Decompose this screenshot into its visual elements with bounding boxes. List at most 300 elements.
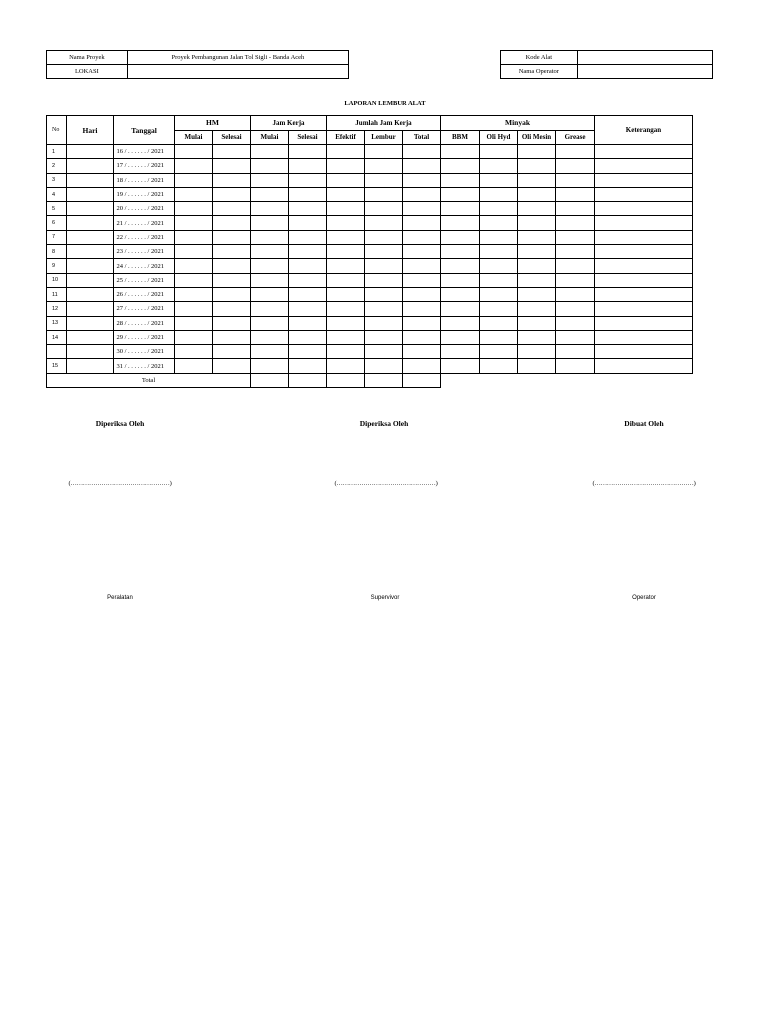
entry-cell[interactable] [175, 230, 213, 244]
subheader-oli-mesin: Oli Mesin [518, 130, 556, 145]
entry-cell[interactable] [403, 330, 441, 344]
entry-cell[interactable] [327, 302, 365, 316]
group-header-hm: HM [175, 116, 251, 131]
entry-cell[interactable] [251, 216, 289, 230]
entry-cell[interactable] [403, 359, 441, 373]
entry-cell[interactable] [289, 145, 327, 159]
entry-cell[interactable] [365, 273, 403, 287]
table-row [47, 345, 693, 359]
entry-cell[interactable] [213, 330, 251, 344]
date-cell: 30 / . . . . . . / 2021 [114, 345, 175, 359]
entry-cell[interactable] [251, 345, 289, 359]
subheader-hm-finish: Selesai [213, 130, 251, 145]
entry-cell[interactable] [213, 230, 251, 244]
entry-cell[interactable] [175, 345, 213, 359]
entry-cell[interactable] [327, 230, 365, 244]
date-cell: 23 / . . . . . . / 2021 [114, 245, 175, 259]
entry-cell[interactable] [403, 187, 441, 201]
row-number: 8 [47, 245, 67, 259]
signature-line-supervisor: (…………………………………………) [334, 480, 438, 487]
entry-cell[interactable] [251, 330, 289, 344]
entry-cell[interactable] [365, 187, 403, 201]
entry-cell[interactable] [289, 202, 327, 216]
entry-cell[interactable] [595, 359, 693, 373]
date-cell: 24 / . . . . . . / 2021 [114, 259, 175, 273]
entry-cell[interactable] [556, 187, 595, 201]
entry-cell[interactable] [365, 159, 403, 173]
row-number: 7 [47, 230, 67, 244]
entry-cell[interactable] [175, 216, 213, 230]
entry-cell[interactable] [327, 187, 365, 201]
entry-cell[interactable] [289, 316, 327, 330]
table-row [47, 316, 693, 330]
entry-cell[interactable] [175, 287, 213, 301]
empty-cell [441, 373, 480, 387]
entry-cell[interactable] [595, 216, 693, 230]
table-row [47, 259, 693, 273]
day-cell[interactable] [67, 230, 114, 244]
signature-heading-equipment: Diperiksa Oleh [95, 419, 145, 428]
entry-cell[interactable] [441, 259, 480, 273]
column-header-date: Tanggal [114, 116, 175, 145]
entry-cell[interactable] [595, 316, 693, 330]
entry-cell[interactable] [518, 245, 556, 259]
operator-name-value [577, 65, 712, 79]
entry-cell[interactable] [213, 345, 251, 359]
date-cell: 28 / . . . . . . / 2021 [114, 316, 175, 330]
location-label: LOKASI [47, 65, 128, 79]
signature-role-supervisor: Supervivor [370, 595, 400, 601]
entry-cell[interactable] [251, 245, 289, 259]
entry-cell[interactable] [365, 216, 403, 230]
tool-code-value [577, 51, 712, 65]
entry-cell[interactable] [365, 202, 403, 216]
entry-cell[interactable] [595, 302, 693, 316]
entry-cell[interactable] [441, 216, 480, 230]
entry-cell[interactable] [365, 259, 403, 273]
group-header-total-hours: Jumlah Jam Kerja [327, 116, 441, 131]
entry-cell[interactable] [327, 287, 365, 301]
total-cell[interactable] [289, 373, 327, 387]
entry-cell[interactable] [441, 287, 480, 301]
entry-cell[interactable] [213, 173, 251, 187]
entry-cell[interactable] [403, 173, 441, 187]
empty-cell [480, 373, 518, 387]
signature-line-operator: (…………………………………………) [592, 480, 696, 487]
subheader-work-finish: Selesai [289, 130, 327, 145]
entry-cell[interactable] [403, 345, 441, 359]
entry-cell[interactable] [403, 287, 441, 301]
entry-cell[interactable] [213, 302, 251, 316]
entry-cell[interactable] [441, 316, 480, 330]
entry-cell[interactable] [213, 145, 251, 159]
entry-cell[interactable] [441, 302, 480, 316]
entry-cell[interactable] [251, 287, 289, 301]
date-cell: 25 / . . . . . . / 2021 [114, 273, 175, 287]
entry-cell[interactable] [556, 159, 595, 173]
entry-cell[interactable] [213, 245, 251, 259]
overtime-table-body [47, 145, 693, 374]
entry-cell[interactable] [595, 287, 693, 301]
entry-cell[interactable] [556, 330, 595, 344]
row-number: 4 [47, 187, 67, 201]
entry-cell[interactable] [403, 202, 441, 216]
entry-cell[interactable] [251, 302, 289, 316]
entry-cell[interactable] [327, 145, 365, 159]
entry-cell[interactable] [518, 302, 556, 316]
entry-cell[interactable] [595, 345, 693, 359]
table-row [47, 202, 693, 216]
column-header-day: Hari [67, 116, 114, 145]
entry-cell[interactable] [327, 202, 365, 216]
entry-cell[interactable] [289, 287, 327, 301]
day-cell[interactable] [67, 330, 114, 344]
signature-heading-supervisor: Diperiksa Oleh [359, 419, 409, 428]
entry-cell[interactable] [403, 159, 441, 173]
entry-cell[interactable] [480, 216, 518, 230]
subheader-grease: Grease [556, 130, 595, 145]
entry-cell[interactable] [289, 273, 327, 287]
entry-cell[interactable] [556, 230, 595, 244]
entry-cell[interactable] [289, 187, 327, 201]
entry-cell[interactable] [327, 345, 365, 359]
entry-cell[interactable] [365, 145, 403, 159]
day-cell[interactable] [67, 273, 114, 287]
entry-cell[interactable] [480, 273, 518, 287]
overtime-table [46, 115, 693, 388]
entry-cell[interactable] [480, 202, 518, 216]
table-row [47, 287, 693, 301]
entry-cell[interactable] [556, 273, 595, 287]
entry-cell[interactable] [518, 359, 556, 373]
entry-cell[interactable] [365, 330, 403, 344]
entry-cell[interactable] [403, 245, 441, 259]
entry-cell[interactable] [213, 287, 251, 301]
entry-cell[interactable] [518, 145, 556, 159]
entry-cell[interactable] [175, 202, 213, 216]
entry-cell[interactable] [213, 359, 251, 373]
date-cell: 22 / . . . . . . / 2021 [114, 230, 175, 244]
entry-cell[interactable] [518, 345, 556, 359]
entry-cell[interactable] [327, 359, 365, 373]
table-row [47, 187, 693, 201]
entry-cell[interactable] [251, 145, 289, 159]
entry-cell[interactable] [251, 187, 289, 201]
entry-cell[interactable] [441, 273, 480, 287]
day-cell[interactable] [67, 173, 114, 187]
entry-cell[interactable] [175, 316, 213, 330]
entry-cell[interactable] [595, 202, 693, 216]
entry-cell[interactable] [595, 230, 693, 244]
day-cell[interactable] [67, 216, 114, 230]
row-number: 1 [47, 145, 67, 159]
entry-cell[interactable] [251, 273, 289, 287]
entry-cell[interactable] [595, 173, 693, 187]
entry-cell[interactable] [213, 159, 251, 173]
row-number: 3 [47, 173, 67, 187]
entry-cell[interactable] [251, 173, 289, 187]
entry-cell[interactable] [365, 302, 403, 316]
entry-cell[interactable] [480, 245, 518, 259]
entry-cell[interactable] [441, 359, 480, 373]
total-cell[interactable] [327, 373, 365, 387]
table-row [47, 273, 693, 287]
project-name-value: Proyek Pembangunan Jalan Tol Sigli - Banda Aceh [127, 51, 348, 65]
entry-cell[interactable] [327, 273, 365, 287]
entry-cell[interactable] [327, 259, 365, 273]
entry-cell[interactable] [441, 345, 480, 359]
entry-cell[interactable] [175, 330, 213, 344]
entry-cell[interactable] [289, 173, 327, 187]
entry-cell[interactable] [175, 273, 213, 287]
project-info-box [46, 50, 349, 79]
day-cell[interactable] [67, 187, 114, 201]
entry-cell[interactable] [441, 159, 480, 173]
entry-cell[interactable] [175, 302, 213, 316]
entry-cell[interactable] [518, 273, 556, 287]
tool-code-label: Kode Alat [501, 51, 578, 65]
subheader-work-start: Mulai [251, 130, 289, 145]
entry-cell[interactable] [365, 287, 403, 301]
entry-cell[interactable] [518, 316, 556, 330]
entry-cell[interactable] [480, 302, 518, 316]
entry-cell[interactable] [251, 159, 289, 173]
entry-cell[interactable] [441, 187, 480, 201]
entry-cell[interactable] [518, 259, 556, 273]
table-row [47, 159, 693, 173]
entry-cell[interactable] [289, 159, 327, 173]
entry-cell[interactable] [403, 145, 441, 159]
subheader-oli-hyd: Oli Hyd [480, 130, 518, 145]
entry-cell[interactable] [327, 245, 365, 259]
entry-cell[interactable] [556, 202, 595, 216]
total-cell[interactable] [251, 373, 289, 387]
entry-cell[interactable] [480, 359, 518, 373]
entry-cell[interactable] [175, 359, 213, 373]
project-name-label: Nama Proyek [47, 51, 128, 65]
total-cell[interactable] [365, 373, 403, 387]
entry-cell[interactable] [213, 202, 251, 216]
entry-cell[interactable] [289, 230, 327, 244]
entry-cell[interactable] [556, 173, 595, 187]
table-row [47, 173, 693, 187]
entry-cell[interactable] [480, 159, 518, 173]
subheader-bbm: BBM [441, 130, 480, 145]
entry-cell[interactable] [251, 359, 289, 373]
entry-cell[interactable] [327, 316, 365, 330]
entry-cell[interactable] [441, 202, 480, 216]
row-number: 2 [47, 159, 67, 173]
entry-cell[interactable] [251, 230, 289, 244]
entry-cell[interactable] [403, 302, 441, 316]
entry-cell[interactable] [251, 316, 289, 330]
date-cell: 29 / . . . . . . / 2021 [114, 330, 175, 344]
entry-cell[interactable] [213, 273, 251, 287]
subheader-total: Total [403, 130, 441, 145]
entry-cell[interactable] [556, 359, 595, 373]
date-cell: 21 / . . . . . . / 2021 [114, 216, 175, 230]
entry-cell[interactable] [441, 230, 480, 244]
table-row [47, 216, 693, 230]
entry-cell[interactable] [595, 187, 693, 201]
signature-role-operator: Operator [632, 595, 656, 601]
day-cell[interactable] [67, 259, 114, 273]
entry-cell[interactable] [595, 159, 693, 173]
day-cell[interactable] [67, 302, 114, 316]
row-number: 13 [47, 316, 67, 330]
entry-cell[interactable] [175, 159, 213, 173]
entry-cell[interactable] [327, 173, 365, 187]
entry-cell[interactable] [365, 345, 403, 359]
entry-cell[interactable] [327, 216, 365, 230]
entry-cell[interactable] [595, 259, 693, 273]
entry-cell[interactable] [403, 316, 441, 330]
row-number: 5 [47, 202, 67, 216]
subheader-hm-start: Mulai [175, 130, 213, 145]
entry-cell[interactable] [480, 287, 518, 301]
total-cell[interactable] [403, 373, 441, 387]
entry-cell[interactable] [595, 245, 693, 259]
entry-cell[interactable] [289, 359, 327, 373]
group-header-oil: Minyak [441, 116, 595, 131]
entry-cell[interactable] [518, 216, 556, 230]
entry-cell[interactable] [480, 187, 518, 201]
entry-cell[interactable] [365, 245, 403, 259]
entry-cell[interactable] [213, 187, 251, 201]
table-row [47, 330, 693, 344]
entry-cell[interactable] [595, 273, 693, 287]
entry-cell[interactable] [556, 245, 595, 259]
entry-cell[interactable] [556, 316, 595, 330]
entry-cell[interactable] [289, 345, 327, 359]
entry-cell[interactable] [365, 230, 403, 244]
entry-cell[interactable] [480, 230, 518, 244]
date-cell: 16 / . . . . . . / 2021 [114, 145, 175, 159]
row-number: 15 [47, 359, 67, 373]
location-value [127, 65, 348, 79]
subheader-effective: Efektif [327, 130, 365, 145]
row-number [47, 345, 67, 359]
entry-cell[interactable] [327, 159, 365, 173]
day-cell[interactable] [67, 345, 114, 359]
entry-cell[interactable] [213, 216, 251, 230]
entry-cell[interactable] [556, 145, 595, 159]
entry-cell[interactable] [518, 230, 556, 244]
date-cell: 26 / . . . . . . / 2021 [114, 287, 175, 301]
entry-cell[interactable] [403, 273, 441, 287]
row-number: 10 [47, 273, 67, 287]
entry-cell[interactable] [289, 216, 327, 230]
entry-cell[interactable] [480, 145, 518, 159]
signature-line-equipment: (…………………………………………) [68, 480, 172, 487]
entry-cell[interactable] [441, 330, 480, 344]
day-cell[interactable] [67, 287, 114, 301]
entry-cell[interactable] [518, 187, 556, 201]
entry-cell[interactable] [480, 173, 518, 187]
entry-cell[interactable] [403, 259, 441, 273]
entry-cell[interactable] [518, 287, 556, 301]
empty-cell [556, 373, 595, 387]
entry-cell[interactable] [441, 145, 480, 159]
column-header-notes: Keterangan [595, 116, 693, 145]
entry-cell[interactable] [289, 302, 327, 316]
day-cell[interactable] [67, 159, 114, 173]
subheader-overtime: Lembur [365, 130, 403, 145]
table-row [47, 145, 693, 159]
row-number: 12 [47, 302, 67, 316]
date-cell: 20 / . . . . . . / 2021 [114, 202, 175, 216]
entry-cell[interactable] [365, 316, 403, 330]
entry-cell[interactable] [365, 359, 403, 373]
group-header-work-hours: Jam Kerja [251, 116, 327, 131]
row-number: 14 [47, 330, 67, 344]
operator-name-label: Nama Operator [501, 65, 578, 79]
entry-cell[interactable] [175, 259, 213, 273]
table-row [47, 302, 693, 316]
entry-cell[interactable] [480, 259, 518, 273]
entry-cell[interactable] [403, 230, 441, 244]
date-cell: 17 / . . . . . . / 2021 [114, 159, 175, 173]
row-number: 6 [47, 216, 67, 230]
entry-cell[interactable] [175, 245, 213, 259]
entry-cell[interactable] [556, 259, 595, 273]
entry-cell[interactable] [251, 259, 289, 273]
signature-role-equipment: Peralatan [107, 595, 133, 601]
entry-cell[interactable] [518, 330, 556, 344]
signature-heading-operator: Dibuat Oleh [624, 419, 664, 428]
entry-cell[interactable] [480, 345, 518, 359]
date-cell: 27 / . . . . . . / 2021 [114, 302, 175, 316]
entry-cell[interactable] [175, 187, 213, 201]
entry-cell[interactable] [213, 259, 251, 273]
entry-cell[interactable] [480, 330, 518, 344]
entry-cell[interactable] [518, 173, 556, 187]
entry-cell[interactable] [441, 245, 480, 259]
entry-cell[interactable] [175, 173, 213, 187]
entry-cell[interactable] [518, 202, 556, 216]
row-number: 9 [47, 259, 67, 273]
total-label: Total [47, 373, 251, 387]
entry-cell[interactable] [556, 287, 595, 301]
entry-cell[interactable] [556, 345, 595, 359]
day-cell[interactable] [67, 202, 114, 216]
entry-cell[interactable] [175, 145, 213, 159]
empty-cell [595, 373, 693, 387]
report-title: LAPORAN LEMBUR ALAT [344, 100, 426, 107]
entry-cell[interactable] [403, 216, 441, 230]
entry-cell[interactable] [289, 259, 327, 273]
equipment-info-box [500, 50, 713, 79]
entry-cell[interactable] [289, 245, 327, 259]
entry-cell[interactable] [480, 316, 518, 330]
entry-cell[interactable] [595, 145, 693, 159]
entry-cell[interactable] [251, 202, 289, 216]
entry-cell[interactable] [365, 173, 403, 187]
entry-cell[interactable] [327, 330, 365, 344]
entry-cell[interactable] [518, 159, 556, 173]
entry-cell[interactable] [556, 216, 595, 230]
entry-cell[interactable] [556, 302, 595, 316]
date-cell: 18 / . . . . . . / 2021 [114, 173, 175, 187]
entry-cell[interactable] [595, 330, 693, 344]
day-cell[interactable] [67, 245, 114, 259]
day-cell[interactable] [67, 316, 114, 330]
entry-cell[interactable] [289, 330, 327, 344]
day-cell[interactable] [67, 359, 114, 373]
entry-cell[interactable] [441, 173, 480, 187]
entry-cell[interactable] [213, 316, 251, 330]
day-cell[interactable] [67, 145, 114, 159]
